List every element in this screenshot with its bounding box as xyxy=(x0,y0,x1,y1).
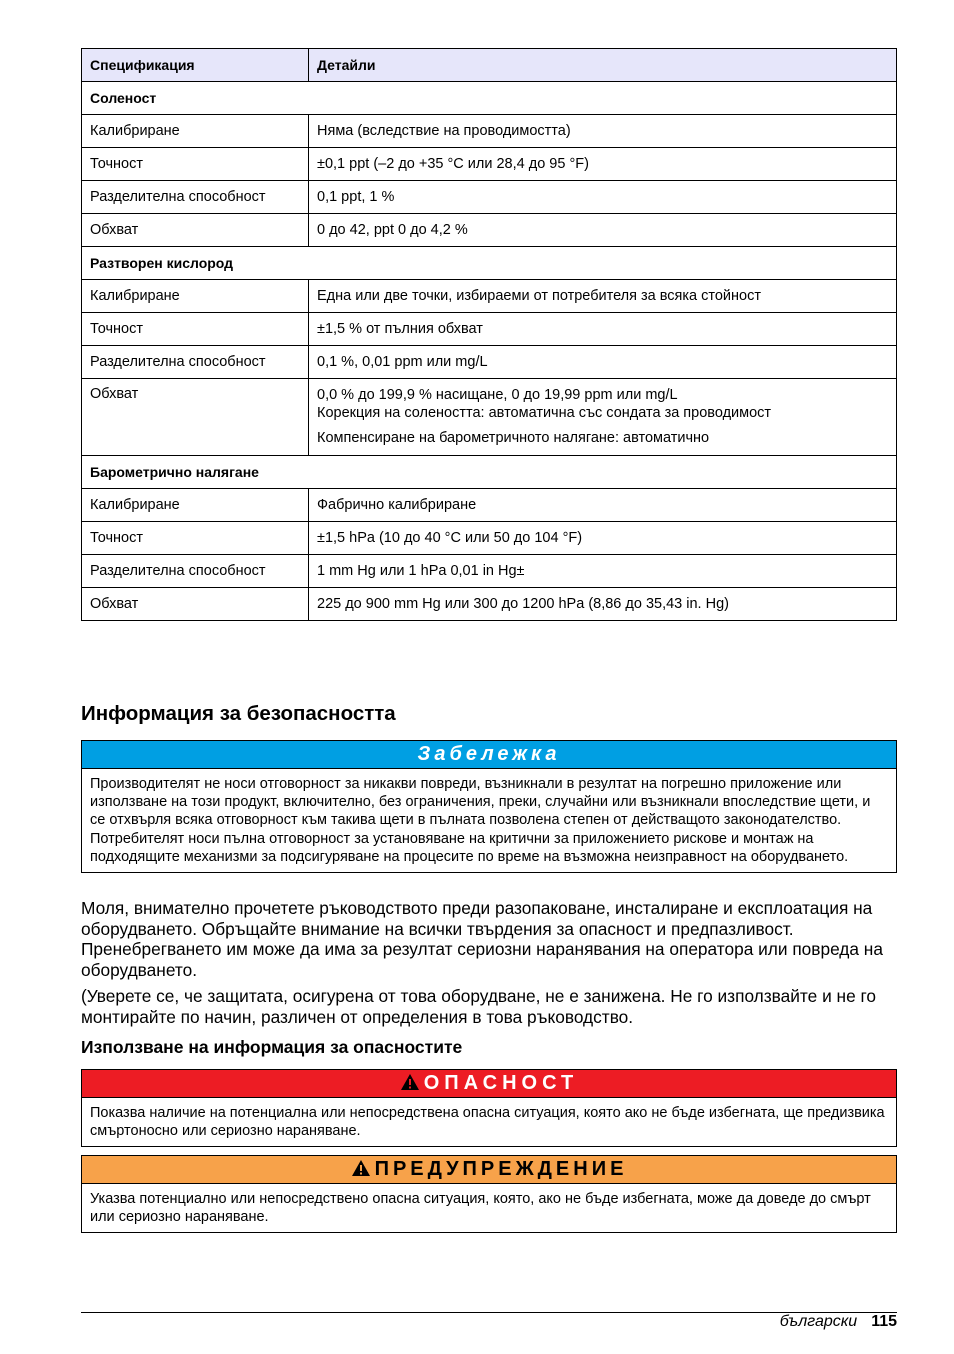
row-value: 0,1 %, 0,01 ppm или mg/L xyxy=(309,346,897,379)
header-spec: Спецификация xyxy=(82,49,309,82)
table-row xyxy=(82,522,897,555)
row-label: Разделителна способност xyxy=(82,346,309,379)
range-line-3: Компенсиране на барометричното налягане: автоматично xyxy=(317,430,710,446)
note-header: Забележка xyxy=(82,741,896,769)
table-row xyxy=(82,280,897,313)
footer-divider xyxy=(81,1312,897,1313)
row-label: Калибриране xyxy=(82,280,309,313)
row-label: Разделителна способност xyxy=(82,555,309,588)
header-details: Детайли xyxy=(309,49,897,82)
table-row xyxy=(82,555,897,588)
row-value: ±1,5 hPa (10 до 40 °C или 50 до 104 °F) xyxy=(309,522,897,555)
table-row xyxy=(82,115,897,148)
table-row xyxy=(82,181,897,214)
page-number: 115 xyxy=(871,1313,897,1330)
row-value: 0,1 ppt, 1 % xyxy=(309,181,897,214)
table-row xyxy=(82,346,897,379)
table-row xyxy=(82,313,897,346)
row-value: 1 mm Hg или 1 hPa 0,01 in Hg± xyxy=(309,555,897,588)
danger-box xyxy=(81,1069,897,1147)
table-row xyxy=(82,588,897,621)
row-value: ±1,5 % от пълния обхват xyxy=(309,313,897,346)
note-box xyxy=(81,740,897,873)
hazard-info-subtitle: Използване на информация за опасностите xyxy=(81,1037,463,1057)
warning-text: Указва потенциално или непосредствено опасна ситуация, която, ако не бъде избегната, може да доведе до смърт или сериозно нараняване. xyxy=(90,1191,871,1226)
table-header-row xyxy=(82,49,897,82)
protection-paragraph: (Уверете се, че защитата, осигурена от това оборудване, не е занижена. Не го използвайте и не го монтирайте по начин, различен от определения в това ръководство. xyxy=(81,986,877,1027)
row-label: Обхват xyxy=(82,588,309,621)
warning-header xyxy=(82,1156,896,1184)
section-row-salinity xyxy=(82,82,897,115)
section-title: Соленост xyxy=(82,82,897,115)
range-line-1: 0,0 % до 199,9 % насищане, 0 до 19,99 ppm или mg/L xyxy=(317,387,678,403)
safety-section-title: Информация за безопасността xyxy=(81,702,396,725)
danger-header-label: ОПАСНОСТ xyxy=(423,1072,579,1094)
row-label: Разделителна способност xyxy=(82,181,309,214)
row-label: Точност xyxy=(82,148,309,181)
table-row xyxy=(82,214,897,247)
note-text: Производителят не носи отговорност за никакви повреди, възникнали в резултат на погрешно приложение или използване на този продукт, включително, без ограничения, преки, случайни или възникнали впоследствие щети, и се отхвърля всяка отговорност към такива щети в пълната позволена степен от действащото законодателство. Потребителят носи пълна отговорност за установяване на критични за приложението рискове и монтаж на подходящите механизми за подсигуряване на процесите по време на възможна неизправност на оборудването. xyxy=(90,776,871,865)
page-footer xyxy=(780,1312,897,1332)
row-value: Една или две точки, избираеми от потребителя за всяка стойност xyxy=(309,280,897,313)
warning-triangle-icon xyxy=(400,1073,420,1091)
table-row xyxy=(82,379,897,456)
row-value: Няма (вследствие на проводимостта) xyxy=(309,115,897,148)
row-label: Точност xyxy=(82,313,309,346)
row-label: Обхват xyxy=(82,379,309,456)
row-value: Фабрично калибриране xyxy=(309,489,897,522)
table-row xyxy=(82,489,897,522)
row-label: Обхват xyxy=(82,214,309,247)
row-value: ±0,1 ppt (–2 до +35 °C или 28,4 до 95 °F) xyxy=(309,148,897,181)
warning-header-label: ПРЕДУПРЕЖДЕНИЕ xyxy=(374,1158,628,1180)
section-title: Барометрично налягане xyxy=(82,456,897,489)
row-value: 0 до 42, ppt 0 до 4,2 % xyxy=(309,214,897,247)
table-row xyxy=(82,148,897,181)
specifications-table xyxy=(81,48,897,621)
row-value: 225 до 900 mm Hg или 300 до 1200 hPa (8,86 до 35,43 in. Hg) xyxy=(309,588,897,621)
section-title: Разтворен кислород xyxy=(82,247,897,280)
row-label: Калибриране xyxy=(82,115,309,148)
range-line-2: Корекция на солеността: автоматична със сондата за проводимост xyxy=(317,405,772,421)
intro-paragraph: Моля, внимателно прочетете ръководството преди разопаковане, инсталиране и експлоатация на оборудването. Обръщайте внимание на всички твърдения за опасност и предпазливост. Пренебрегването им може да има за резултат сериозни наранявания на оператора или повреда на оборудването. xyxy=(81,898,883,980)
warning-triangle-icon xyxy=(351,1159,371,1177)
section-row-barometric-pressure xyxy=(82,456,897,489)
warning-box xyxy=(81,1155,897,1233)
danger-text: Показва наличие на потенциална или непосредствена опасна ситуация, която ако не бъде избегната, ще предизвика смъртоносно или сериозно нараняване. xyxy=(90,1105,885,1140)
row-label: Калибриране xyxy=(82,489,309,522)
danger-header xyxy=(82,1070,896,1098)
footer-language: български xyxy=(779,1313,858,1330)
row-value-multiline xyxy=(309,379,897,456)
section-row-dissolved-oxygen xyxy=(82,247,897,280)
row-label: Точност xyxy=(82,522,309,555)
